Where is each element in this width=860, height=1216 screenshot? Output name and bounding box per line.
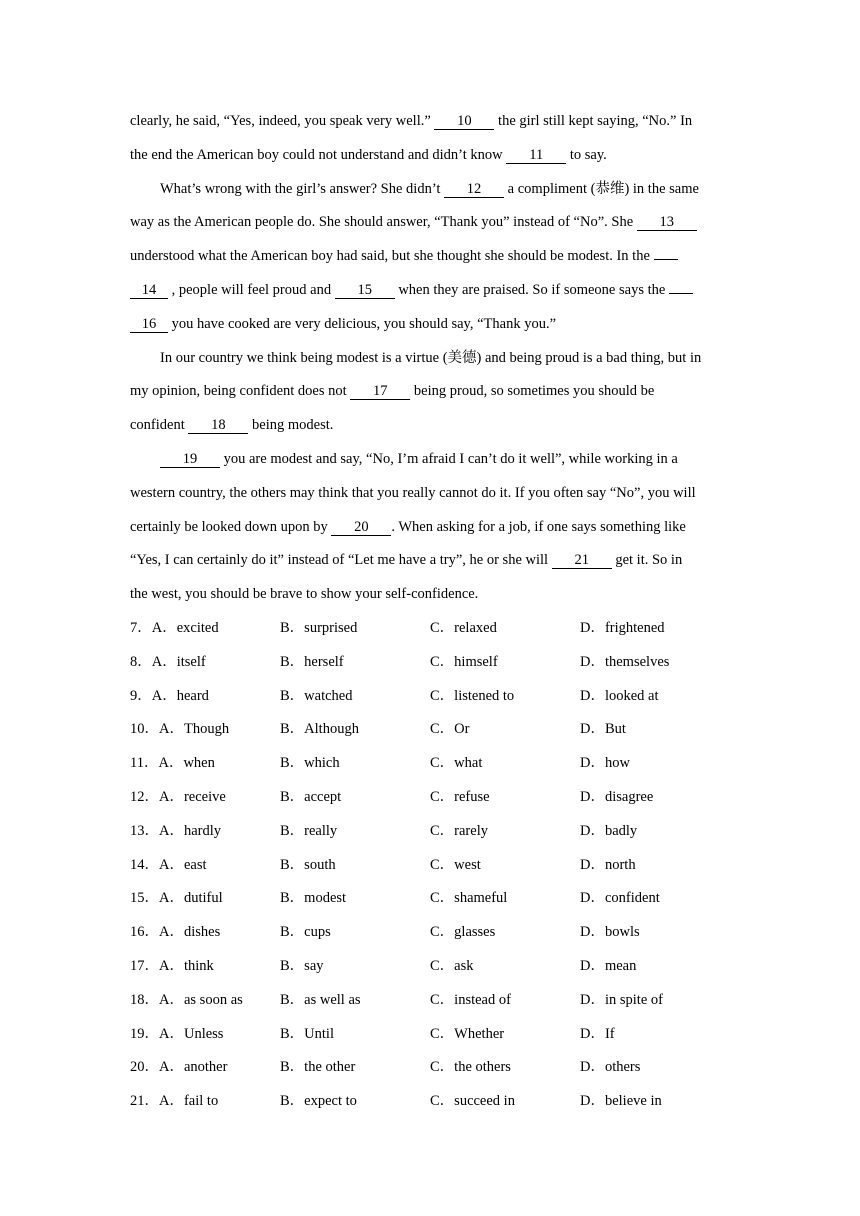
question-number: 7． [130,620,152,636]
passage-line [130,139,732,173]
option-d[interactable]: D．looked at [580,687,659,704]
option-c[interactable]: C．refuse [430,788,490,805]
passage-text: the end the American boy could not understand and didn’t know [130,146,503,163]
passage-line [130,409,732,443]
option-c[interactable]: C．rarely [430,822,488,839]
passage-text: “Yes, I can certainly do it” instead of “Let me have a try”, he or she will [130,552,549,569]
passage-text: way as the American people do. She should answer, “Thank you” instead of “No”. She [130,214,634,231]
option-b[interactable]: B．herself [280,653,344,670]
blank-11[interactable]: 11 [506,147,566,164]
question-number-and-option-a [130,1018,223,1052]
passage-line [130,544,732,578]
passage-line [130,274,732,308]
option-d[interactable]: D．frightened [580,620,665,636]
option-d[interactable]: D．believe in [580,1093,662,1110]
option-a[interactable]: A．receive [159,788,226,805]
option-d[interactable]: D．But [580,721,626,738]
option-c[interactable]: C．shameful [430,890,508,907]
option-b[interactable]: B．accept [280,788,342,805]
passage-text: the west, you should be brave to show your self-confidence. [130,586,479,603]
passage-line [130,105,732,139]
passage-line [130,443,732,477]
blank-12[interactable]: 12 [444,181,504,198]
option-a[interactable]: A．east [159,856,207,873]
option-a[interactable]: A．think [159,957,214,974]
question-number-and-option-a [130,1085,218,1119]
option-b[interactable]: B．watched [280,687,353,704]
passage-line [130,308,732,342]
option-c[interactable]: C．relaxed [430,620,497,636]
question-number-and-option-a [130,646,206,680]
question-row [130,849,750,883]
option-a[interactable]: A．Though [159,721,230,738]
question-number: 14． [130,856,159,873]
option-b[interactable]: B．the other [280,1059,356,1076]
option-b[interactable]: B．surprised [280,620,358,636]
question-row [130,612,750,646]
reading-passage [130,105,732,612]
option-b[interactable]: B．cups [280,924,331,941]
question-number-and-option-a [130,713,229,747]
passage-text: . When asking for a job, if one says something like [391,518,686,535]
option-b[interactable]: B．which [280,755,340,772]
passage-line [130,578,732,612]
option-a[interactable]: A．another [159,1059,228,1076]
blank-16[interactable]: 16 [130,316,168,333]
passage-text: when they are praised. So if someone says the [398,281,666,298]
question-number-and-option-a [130,781,226,815]
option-c[interactable]: C．Or [430,721,470,738]
option-b[interactable]: B．Until [280,1025,334,1042]
option-a[interactable]: A．itself [151,653,206,670]
option-d[interactable]: D．how [580,755,630,772]
passage-text: a compliment (恭维) in the same [507,180,699,197]
blank-15[interactable]: 15 [335,282,395,299]
blank-13[interactable]: 13 [637,214,697,231]
blank-14[interactable]: 14 [130,282,168,299]
passage-text: being proud, so sometimes you should be [413,383,655,400]
question-number: 17． [130,957,159,974]
passage-line [130,342,732,376]
passage-text: my opinion, being confident does not [130,383,347,400]
option-d[interactable]: D．badly [580,822,638,839]
question-number-and-option-a [130,882,223,916]
option-c[interactable]: C．Whether [430,1025,505,1042]
option-b[interactable]: B．expect to [280,1093,357,1110]
question-number-and-option-a [130,612,219,646]
passage-text: confident [130,417,185,434]
option-a[interactable]: A．heard [151,687,209,704]
option-d[interactable]: D．mean [580,957,637,974]
question-row [130,916,750,950]
question-row [130,1018,750,1052]
passage-line [130,477,732,511]
option-b[interactable]: B．Although [280,721,359,738]
option-d[interactable]: D．in spite of [580,991,663,1008]
option-a[interactable]: A．excited [151,620,219,636]
question-number: 16． [130,924,159,941]
blank-16-start[interactable] [669,293,693,294]
question-row [130,984,750,1018]
question-row [130,815,750,849]
blank-17[interactable]: 17 [350,383,410,400]
passage-text: , people will feel proud and [171,281,332,298]
option-d[interactable]: D．confident [580,890,660,907]
question-number: 19． [130,1025,159,1042]
passage-line [130,240,732,274]
question-row [130,646,750,680]
question-number: 10． [130,721,159,738]
question-number: 8． [130,653,152,670]
option-c[interactable]: C．listened to [430,687,515,704]
question-number: 13． [130,822,159,839]
question-number-and-option-a [130,1051,227,1085]
question-number: 20． [130,1059,159,1076]
passage-text: What’s wrong with the girl’s answer? She didn’t [160,180,441,197]
question-number-and-option-a [130,747,215,781]
question-number-and-option-a [130,950,214,984]
passage-text: being modest. [252,417,334,434]
question-row [130,882,750,916]
option-c[interactable]: C．west [430,856,481,873]
blank-21[interactable]: 21 [552,552,612,569]
option-a[interactable]: A．hardly [159,822,222,839]
answer-options [130,612,750,1119]
option-a[interactable]: A．dishes [159,924,221,941]
option-d[interactable]: D．north [580,856,636,873]
option-d[interactable]: D．bowls [580,924,640,941]
option-c[interactable]: C．succeed in [430,1093,515,1110]
option-d[interactable]: D．disagree [580,788,654,805]
passage-text: get it. So in [615,552,683,569]
option-d[interactable]: D．If [580,1025,615,1042]
option-c[interactable]: C．the others [430,1059,511,1076]
question-number: 18． [130,991,159,1008]
blank-14-start[interactable] [654,259,678,260]
blank-19[interactable]: 19 [160,451,220,468]
passage-text: certainly be looked down upon by [130,518,328,535]
option-c[interactable]: C．himself [430,653,498,670]
question-number-and-option-a [130,680,209,714]
passage-text: In our country we think being modest is a virtue (美德) and being proud is a bad thing, but in [160,349,702,366]
blank-10[interactable]: 10 [434,113,494,130]
passage-line [130,173,732,207]
option-a[interactable]: A．when [158,755,215,772]
question-row [130,1051,750,1085]
option-b[interactable]: B．south [280,856,336,873]
passage-text: western country, the others may think that you really cannot do it. If you often say “No”, you will [130,484,696,501]
option-a[interactable]: A．fail to [159,1093,219,1110]
question-number-and-option-a [130,916,220,950]
question-row [130,1085,750,1119]
passage-text: you are modest and say, “No, I’m afraid I can’t do it well”, while working in a [223,450,678,467]
question-number-and-option-a [130,984,243,1018]
passage-text: the girl still kept saying, “No.” In [498,113,693,129]
question-number-and-option-a [130,815,221,849]
option-c[interactable]: C．what [430,755,483,772]
passage-line [130,511,732,545]
option-b[interactable]: B．as well as [280,991,361,1008]
question-number: 12． [130,788,159,805]
passage-line [130,206,732,240]
option-d[interactable]: D．others [580,1059,641,1076]
option-a[interactable]: A．Unless [159,1025,224,1042]
blank-20[interactable]: 20 [331,519,391,536]
question-row [130,713,750,747]
option-a[interactable]: A．dutiful [159,890,223,907]
question-row [130,950,750,984]
question-number: 11． [130,755,159,772]
question-row [130,747,750,781]
question-number: 9． [130,687,152,704]
option-c[interactable]: C．instead of [430,991,511,1008]
passage-text: understood what the American boy had said, but she thought she should be modest. In the [130,248,650,265]
option-b[interactable]: B．say [280,957,324,974]
passage-text: to say. [569,146,607,163]
option-c[interactable]: C．glasses [430,924,496,941]
option-a[interactable]: A．as soon as [159,991,243,1008]
question-number: 21． [130,1093,159,1110]
option-b[interactable]: B．modest [280,890,347,907]
blank-18[interactable]: 18 [188,417,248,434]
question-row [130,680,750,714]
option-c[interactable]: C．ask [430,957,474,974]
question-row [130,781,750,815]
option-d[interactable]: D．themselves [580,653,670,670]
question-number: 15． [130,890,159,907]
passage-text: clearly, he said, “Yes, indeed, you speak very well.” [130,113,431,129]
option-b[interactable]: B．really [280,822,338,839]
passage-line [130,375,732,409]
question-number-and-option-a [130,849,207,883]
passage-text: you have cooked are very delicious, you should say, “Thank you.” [171,315,557,332]
